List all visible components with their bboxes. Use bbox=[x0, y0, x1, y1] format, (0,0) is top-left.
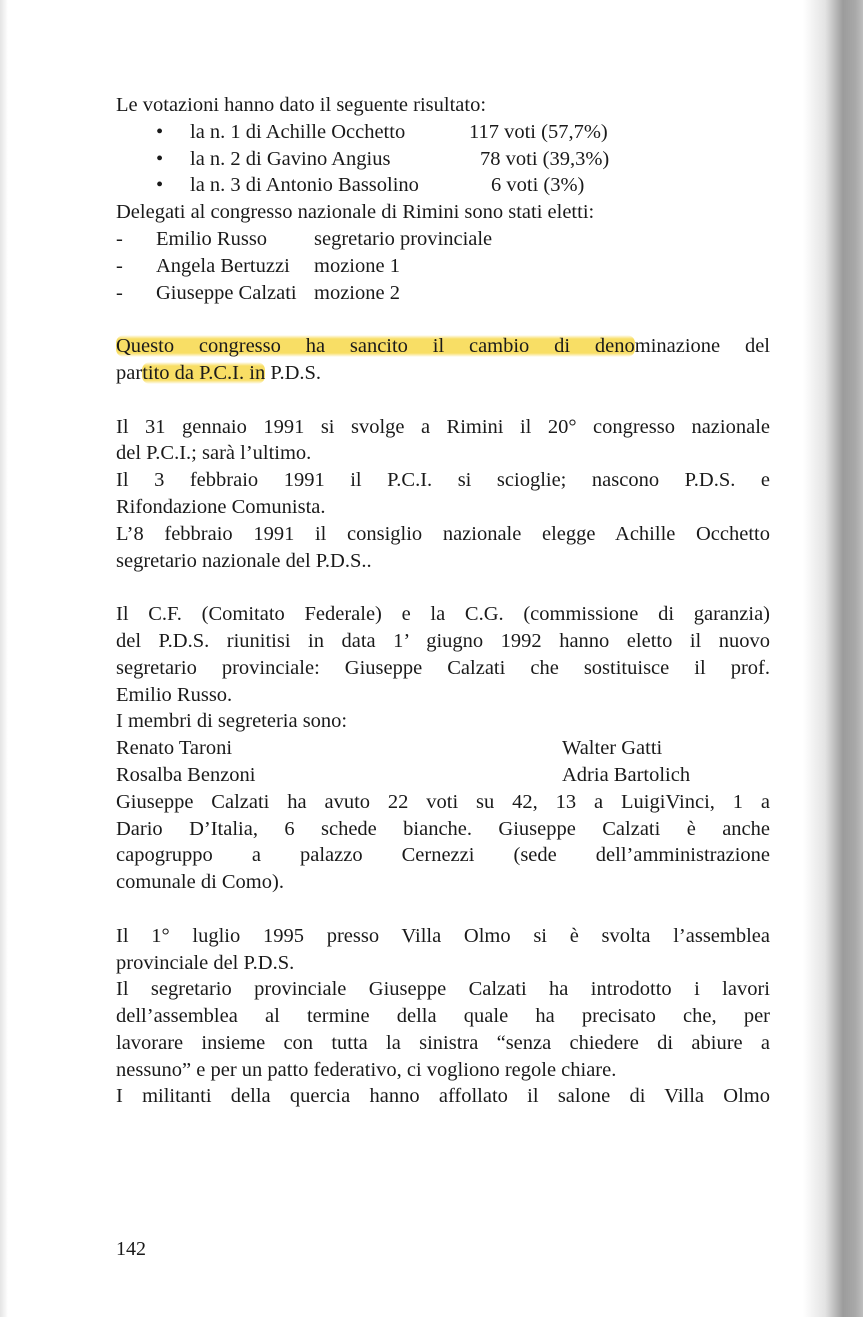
paragraph-line: segretario provinciale: Giuseppe Calzati che sostituisce il prof. bbox=[116, 656, 770, 679]
paragraph-line: Giuseppe Calzati ha avuto 22 voti su 42, 13 a LuigiVinci, 1 a bbox=[116, 790, 770, 813]
paragraph-line: capogruppo a palazzo Cernezzi (sede dell’amministrazione bbox=[116, 844, 770, 867]
paragraph-line: segretario nazionale del P.D.S.. bbox=[116, 549, 372, 572]
vote-result: 6 voti (3%) bbox=[491, 174, 585, 197]
vote-item bbox=[116, 146, 770, 173]
paragraph-line: del P.D.S. riunitisi in data 1’ giugno 1992 hanno eletto il nuovo bbox=[116, 629, 770, 652]
paragraph-gap bbox=[116, 306, 770, 333]
paragraph-line: del P.C.I.; sarà l’ultimo. bbox=[116, 442, 312, 465]
page-body bbox=[116, 92, 770, 1110]
paragraph-line: Il C.F. (Comitato Federale) e la C.G. (commissione di garanzia) bbox=[116, 603, 770, 626]
highlighted-paragraph-line-1: Questo congresso ha sancito il cambio di denominazione del bbox=[116, 335, 770, 358]
paragraph-line: L’8 febbraio 1991 il consiglio nazionale elegge Achille Occhetto bbox=[116, 522, 770, 545]
delegate-role: mozione 1 bbox=[314, 254, 400, 277]
vote-item bbox=[116, 172, 770, 199]
delegates-intro: Delegati al congresso nazionale di Rimini sono stati eletti: bbox=[116, 201, 595, 224]
delegate-item bbox=[116, 253, 770, 280]
vote-result: 78 voti (39,3%) bbox=[480, 147, 610, 170]
dash-icon: - bbox=[116, 227, 123, 250]
paragraph-gap bbox=[116, 574, 770, 601]
paragraph-line: Il 31 gennaio 1991 si svolge a Rimini il 20° congresso nazionale bbox=[116, 415, 770, 438]
paragraph-line: comunale di Como). bbox=[116, 871, 284, 894]
highlighted-paragraph-line-2: partito da P.C.I. in P.D.S. bbox=[116, 361, 322, 384]
paragraph-gap bbox=[116, 387, 770, 414]
paragraph-line: Il 1° luglio 1995 presso Villa Olmo si è svolta l’assemblea bbox=[116, 924, 770, 947]
page-left-edge-shadow bbox=[0, 0, 8, 1317]
paragraph-line: I militanti della quercia hanno affollato il salone di Villa Olmo bbox=[116, 1085, 770, 1108]
paragraph-line: dell’assemblea al termine della quale ha precisato che, per bbox=[116, 1005, 770, 1028]
secretariat-members-row bbox=[116, 762, 770, 789]
vote-item bbox=[116, 119, 770, 146]
bullet-icon: • bbox=[156, 120, 164, 143]
page-binding-shadow bbox=[803, 0, 863, 1317]
paragraph-gap bbox=[116, 896, 770, 923]
bullet-icon: • bbox=[156, 174, 164, 197]
vote-label: la n. 1 di Achille Occhetto bbox=[190, 120, 406, 143]
paragraph-line: Dario D’Italia, 6 schede bianche. Giuseppe Calzati è anche bbox=[116, 817, 770, 840]
delegate-item bbox=[116, 280, 770, 307]
delegate-name: Giuseppe Calzati bbox=[156, 281, 297, 304]
member-name: Adria Bartolich bbox=[562, 763, 691, 786]
paragraph-line: nessuno” e per un patto federativo, ci vogliono regole chiare. bbox=[116, 1058, 617, 1081]
votes-intro: Le votazioni hanno dato il seguente risultato: bbox=[116, 94, 487, 116]
vote-result: 117 voti (57,7%) bbox=[469, 120, 608, 143]
member-name: Walter Gatti bbox=[562, 737, 663, 760]
vote-label: la n. 2 di Gavino Angius bbox=[190, 147, 391, 170]
text-highlight: tito da P.C.I. in bbox=[142, 361, 266, 384]
paragraph-line: Rifondazione Comunista. bbox=[116, 495, 326, 518]
member-name: Rosalba Benzoni bbox=[116, 763, 256, 786]
paragraph-line: Emilio Russo. bbox=[116, 683, 233, 706]
paragraph-line: Il segretario provinciale Giuseppe Calzati ha introdotto i lavori bbox=[116, 978, 770, 1001]
paragraph-line: I membri di segreteria sono: bbox=[116, 710, 348, 733]
member-name: Renato Taroni bbox=[116, 737, 233, 760]
paragraph-line: Il 3 febbraio 1991 il P.C.I. si scioglie; nascono P.D.S. e bbox=[116, 469, 770, 492]
delegate-name: Angela Bertuzzi bbox=[156, 254, 290, 277]
paragraph-line: provinciale del P.D.S. bbox=[116, 951, 295, 974]
vote-label: la n. 3 di Antonio Bassolino bbox=[190, 174, 419, 197]
delegate-name: Emilio Russo bbox=[156, 227, 268, 250]
delegate-role: mozione 2 bbox=[314, 281, 400, 304]
delegate-item bbox=[116, 226, 770, 253]
page-number: 142 bbox=[116, 1238, 146, 1260]
bullet-icon: • bbox=[156, 147, 164, 170]
dash-icon: - bbox=[116, 254, 123, 277]
dash-icon: - bbox=[116, 281, 123, 304]
text-highlight: Questo congresso ha sancito il cambio di deno bbox=[116, 335, 635, 358]
delegate-role: segretario provinciale bbox=[314, 227, 493, 250]
paragraph-line: lavorare insieme con tutta la sinistra “senza chiedere di abiure a bbox=[116, 1031, 770, 1054]
secretariat-members-row bbox=[116, 735, 770, 762]
